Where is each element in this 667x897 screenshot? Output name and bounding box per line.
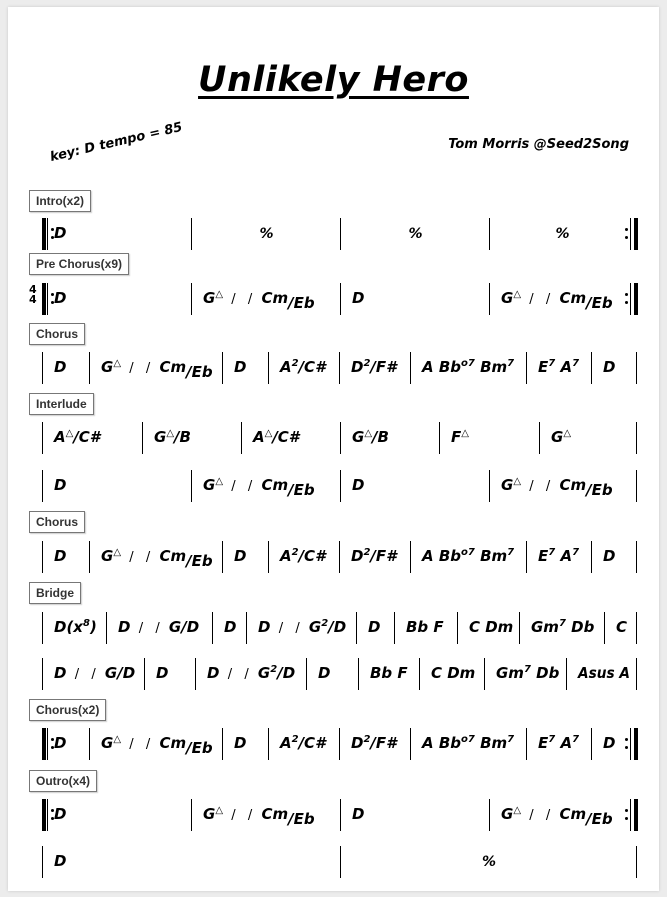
repeat-bar-thick: [42, 728, 46, 760]
bar-line: [636, 541, 637, 573]
bar-line: [42, 422, 43, 454]
repeat-bar-thin: [630, 218, 631, 250]
bar-line: [89, 541, 90, 573]
song-title: Unlikely Hero: [198, 60, 469, 100]
chord-measure: D / / G/D: [54, 664, 136, 682]
bar-line: [89, 728, 90, 760]
chord-measure: G△ / / $Cm_{/Eb}$: [203, 289, 315, 312]
bar-line: [142, 422, 143, 454]
bar-line: [636, 612, 637, 644]
bar-line: [340, 283, 341, 315]
bar-line: [489, 470, 490, 502]
bar-line: [42, 541, 43, 573]
repeat-bar-thick: [634, 728, 638, 760]
bar-line: [356, 612, 357, 644]
bar-line: [604, 612, 605, 644]
chord-measure: G△ / / $Cm_{/Eb}$: [501, 289, 613, 312]
chord-measure: Gm$^7$ Db: [531, 618, 595, 636]
repeat-bar-thin: [630, 799, 631, 831]
repeat-dot: [625, 817, 628, 820]
bar-line: [42, 658, 43, 690]
chord-measure: D: [352, 476, 365, 494]
bar-line: [636, 352, 637, 384]
bar-line: [636, 470, 637, 502]
bar-line: [42, 612, 43, 644]
bar-line: [489, 283, 490, 315]
repeat-dot: [625, 738, 628, 741]
bar-line: [636, 846, 637, 878]
bar-line: [191, 218, 192, 250]
chord-measure: Asus A: [578, 664, 630, 682]
bar-line: [191, 799, 192, 831]
bar-line: [410, 352, 411, 384]
bar-line: [419, 658, 420, 690]
bar-line: [268, 352, 269, 384]
section-label: Chorus: [29, 511, 85, 533]
bar-line: [191, 470, 192, 502]
chord-measure: C: [616, 618, 628, 636]
repeat-measure-symbol: %: [259, 226, 274, 242]
key-tempo-label: key: D tempo = 85: [48, 119, 184, 165]
bar-line: [484, 658, 485, 690]
bar-line: [457, 612, 458, 644]
bar-line: [195, 658, 196, 690]
bar-line: [268, 728, 269, 760]
chord-measure: Bb F: [370, 664, 408, 682]
chord-measure: F△: [451, 428, 469, 446]
chord-measure: D: [318, 664, 331, 682]
repeat-bar-thick: [634, 283, 638, 315]
repeat-measure-symbol: %: [482, 854, 497, 870]
chord-measure: $A^2/C\#$: [280, 358, 326, 376]
repeat-bar-thin: [47, 218, 48, 250]
chord-measure: $D^2/F\#$: [351, 358, 397, 376]
chord-measure: D / / $G^2/D$: [258, 618, 347, 636]
chord-measure: C Dm: [469, 618, 514, 636]
section-label: Chorus(x2): [29, 699, 106, 721]
chord-measure: G△ / / $Cm_{/Eb}$: [101, 358, 213, 381]
bar-line: [222, 728, 223, 760]
bar-line: [268, 541, 269, 573]
bar-line: [526, 541, 527, 573]
chord-measure: C Dm: [431, 664, 476, 682]
chord-measure: Bb F: [406, 618, 444, 636]
repeat-bar-thin: [47, 283, 48, 315]
chord-measure: $D^2/F\#$: [351, 547, 397, 565]
chord-measure: A△/C#: [54, 428, 101, 446]
repeat-bar-thin: [47, 728, 48, 760]
chord-measure: G△ / / $Cm_{/Eb}$: [501, 805, 613, 828]
repeat-bar-thin: [630, 728, 631, 760]
section-label: Chorus: [29, 323, 85, 345]
chord-measure: $A^2/C\#$: [280, 547, 326, 565]
repeat-bar-thick: [42, 283, 46, 315]
chord-measure: D: [603, 734, 616, 752]
bar-line: [439, 422, 440, 454]
chord-measure: D: [156, 664, 169, 682]
chord-measure: D: [54, 852, 67, 870]
bar-line: [566, 658, 567, 690]
chord-measure: D: [54, 805, 67, 823]
chord-measure: D: [234, 358, 247, 376]
chord-measure: G△: [551, 428, 572, 446]
chord-measure: G△ / / $Cm_{/Eb}$: [203, 476, 315, 499]
chord-measure: D: [603, 358, 616, 376]
bar-line: [246, 612, 247, 644]
bar-line: [636, 658, 637, 690]
chord-measure: G△/B: [352, 428, 389, 446]
chord-measure: G△ / / $Cm_{/Eb}$: [101, 547, 213, 570]
time-signature: 4 4: [29, 283, 37, 306]
section-label: Pre Chorus(x9): [29, 253, 129, 275]
chord-measure: G△ / / $Cm_{/Eb}$: [101, 734, 213, 757]
bar-line: [106, 612, 107, 644]
repeat-dot: [625, 236, 628, 239]
repeat-bar-thin: [47, 799, 48, 831]
chord-measure: D: [224, 618, 237, 636]
section-label: Interlude: [29, 393, 94, 415]
chord-measure: $D(x^8)$: [54, 618, 97, 636]
chord-measure: D: [54, 734, 67, 752]
chord-measure: A△/C#: [253, 428, 300, 446]
bar-line: [591, 728, 592, 760]
bar-line: [42, 470, 43, 502]
bar-line: [339, 728, 340, 760]
repeat-dot: [625, 301, 628, 304]
bar-line: [339, 541, 340, 573]
chord-measure: A $Bb^{o7}$ Bm$^7$: [422, 734, 515, 752]
chord-measure: D: [54, 224, 67, 242]
chord-measure: $E^7$ $A^7$: [538, 358, 580, 376]
chord-measure: $E^7$ $A^7$: [538, 547, 580, 565]
bar-line: [241, 422, 242, 454]
bar-line: [340, 799, 341, 831]
bar-line: [212, 612, 213, 644]
bar-line: [358, 658, 359, 690]
section-label: Bridge: [29, 582, 81, 604]
repeat-bar-thick: [634, 799, 638, 831]
bar-line: [222, 541, 223, 573]
chord-measure: D: [54, 547, 67, 565]
chord-measure: $D^2/F\#$: [351, 734, 397, 752]
bar-line: [489, 218, 490, 250]
bar-line: [394, 612, 395, 644]
bar-line: [591, 352, 592, 384]
bar-line: [191, 283, 192, 315]
chord-measure: D / / G/D: [118, 618, 200, 636]
repeat-bar-thick: [42, 799, 46, 831]
chord-measure: D: [352, 289, 365, 307]
bar-line: [519, 612, 520, 644]
chord-measure: A $Bb^{o7}$ Bm$^7$: [422, 358, 515, 376]
chord-measure: D / / $G^2/D$: [207, 664, 296, 682]
bar-line: [222, 352, 223, 384]
repeat-bar-thin: [630, 283, 631, 315]
bar-line: [489, 799, 490, 831]
chord-measure: D: [368, 618, 381, 636]
bar-line: [539, 422, 540, 454]
chord-measure: $A^2/C\#$: [280, 734, 326, 752]
chord-measure: D: [54, 289, 67, 307]
repeat-dot: [625, 228, 628, 231]
chord-measure: G△ / / $Cm_{/Eb}$: [501, 476, 613, 499]
section-label: Outro(x4): [29, 770, 97, 792]
bar-line: [340, 470, 341, 502]
chord-measure: $E^7$ $A^7$: [538, 734, 580, 752]
section-label: Intro(x2): [29, 190, 91, 212]
repeat-dot: [625, 809, 628, 812]
repeat-bar-thick: [634, 218, 638, 250]
repeat-measure-symbol: %: [555, 226, 570, 242]
bar-line: [42, 352, 43, 384]
chord-measure: D: [352, 805, 365, 823]
repeat-dot: [625, 293, 628, 296]
bar-line: [144, 658, 145, 690]
repeat-dot: [625, 746, 628, 749]
bar-line: [340, 218, 341, 250]
chord-measure: D: [234, 734, 247, 752]
chord-measure: D: [603, 547, 616, 565]
bar-line: [410, 728, 411, 760]
chord-measure: D: [234, 547, 247, 565]
chord-measure: D: [54, 358, 67, 376]
bar-line: [636, 422, 637, 454]
chord-measure: G△/B: [154, 428, 191, 446]
bar-line: [340, 422, 341, 454]
chord-measure: A $Bb^{o7}$ Bm$^7$: [422, 547, 515, 565]
bar-line: [306, 658, 307, 690]
bar-line: [410, 541, 411, 573]
bar-line: [591, 541, 592, 573]
bar-line: [42, 846, 43, 878]
composer-credit: Tom Morris @Seed2Song: [448, 137, 629, 152]
bar-line: [340, 846, 341, 878]
repeat-measure-symbol: %: [408, 226, 423, 242]
chord-measure: G△ / / $Cm_{/Eb}$: [203, 805, 315, 828]
bar-line: [526, 728, 527, 760]
bar-line: [339, 352, 340, 384]
chord-measure: D: [54, 476, 67, 494]
bar-line: [89, 352, 90, 384]
chord-measure: Gm$^7$ Db: [496, 664, 560, 682]
repeat-bar-thick: [42, 218, 46, 250]
bar-line: [526, 352, 527, 384]
